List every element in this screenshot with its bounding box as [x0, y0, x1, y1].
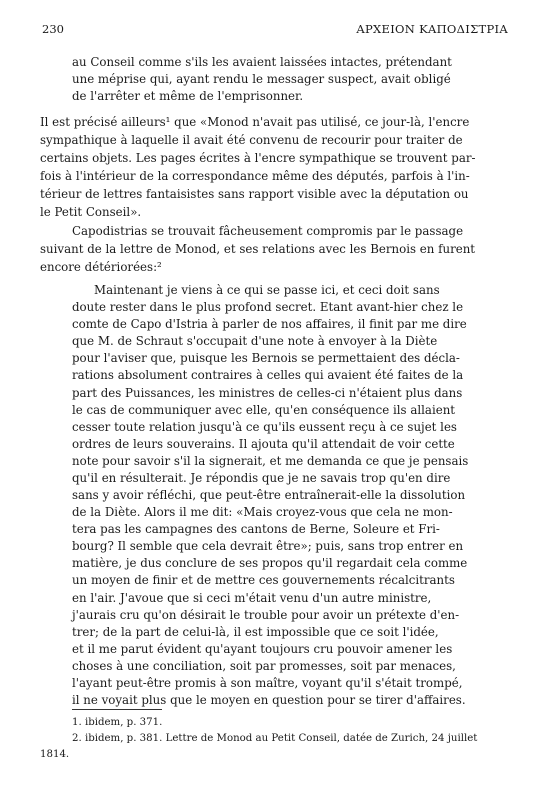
quote-line: matière, je dus conclure de ses propos qu'il regardait cela comme [72, 556, 468, 571]
text-line: le Petit Conseil». [40, 205, 142, 219]
quote-line: pour l'aviser que, puisque les Bernois se permettaient des décla- [72, 351, 460, 366]
quote-line: et il me parut évident qu'ayant toujours cru pouvoir amener les [72, 641, 453, 656]
footnote-1: 1. ibidem, p. 371. [72, 717, 163, 728]
footnote-2: 2. ibidem, p. 381. Lettre de Monod au Petit Conseil, datée de Zurich, 24 juillet [72, 733, 478, 744]
quote-line: ordres de leurs souverains. Il ajouta qu'il attendait de voir cette [72, 436, 455, 451]
text-line: Capodistrias se trouvait fâcheusement compromis par le passage [72, 224, 464, 238]
quote-line: sans y avoir réfléchi, que peut-être entraînerait-elle la dissolution [72, 488, 466, 502]
quote-line: en l'air. J'avoue que si ceci m'était venu d'un autre ministre, [72, 590, 432, 605]
text-line: Il est précisé ailleurs¹ que «Monod n'avait pas utilisé, ce jour-là, l'encre [40, 115, 470, 129]
text-line: une méprise qui, ayant rendu le messager suspect, avait obligé [72, 72, 451, 86]
text-line: certains objets. Les pages écrites à l'encre sympathique se trouvent par- [40, 151, 476, 165]
quote-line: tera pas les campagnes des cantons de Berne, Soleure et Fri- [72, 522, 440, 537]
text-line: au Conseil comme s'ils les avaient laissées intactes, prétendant [72, 55, 452, 69]
page-number: 230 [42, 22, 64, 36]
quote-line: Maintenant je viens à ce qui se passe ici, et ceci doit sans [94, 283, 440, 297]
footnote-2-cont: 1814. [40, 749, 70, 760]
quote-line: choses à une conciliation, soit par promesses, soit par menaces, [72, 658, 456, 673]
text-line: de l'arrêter et même de l'emprisonner. [72, 89, 304, 103]
quote-line: comte de Capo d'Istria à parler de nos affaires, il finit par me dire [72, 317, 467, 332]
running-title: ΑΡΧΕΙΟΝ ΚΑΠΟΔΙΣΤΡΙΑ [356, 22, 508, 36]
text-line: fois à l'intérieur de la correspondance même des députés, parfois à l'in- [40, 169, 470, 183]
footnote-rule [72, 709, 162, 710]
quote-line: note pour savoir s'il la signerait, et me demanda ce que je pensais [72, 453, 469, 468]
page-header [42, 22, 508, 38]
quote-line: bourg? Il semble que cela devrait être»; puis, sans trop entrer en [72, 539, 464, 554]
quote-line: trer; de la part de celui-là, il est impossible que ce soit l'idée, [72, 624, 439, 639]
text-line: suivant de la lettre de Monod, et ses relations avec les Bernois en furent [40, 242, 476, 256]
text-line: encore détériorées:² [40, 260, 162, 274]
text-line: térieur de lettres fantaisistes sans rapport visible avec la députation ou [40, 187, 469, 201]
text-line: sympathique à laquelle il avait été convenu de recourir pour traiter de [40, 133, 463, 147]
quote-line: il ne voyait plus que le moyen en question pour se tirer d'affaires. [72, 693, 466, 707]
quote-line: rations absolument contraires à celles qui avaient été faites de la [72, 368, 464, 383]
quote-line: qu'il en résulterait. Je répondis que je ne savais trop qu'en dire [72, 470, 451, 485]
quote-line: que M. de Schraut s'occupait d'une note à envoyer à la Diète [72, 334, 438, 349]
quote-line: de la Diète. Alors il me dit: «Mais croyez-vous que cela ne mon- [72, 505, 453, 520]
quote-line: l'ayant peut-être promis à son maître, voyant qu'il s'était trompé, [72, 675, 463, 690]
quote-line: un moyen de finir et de mettre ces gouvernements récalcitrants [72, 573, 455, 588]
quote-line: cesser toute relation jusqu'à ce qu'ils eussent reçu à ce sujet les [72, 419, 457, 434]
quote-line: j'aurais cru qu'on désirait le trouble pour avoir un prétexte d'en- [72, 607, 460, 622]
quote-line: part des Puissances, les ministres de celles-ci n'étaient plus dans [72, 385, 463, 400]
quote-line: doute rester dans le plus profond secret. Etant avant-hier chez le [72, 300, 464, 315]
quote-line: le cas de communiquer avec elle, qu'en conséquence ils allaient [72, 402, 456, 417]
